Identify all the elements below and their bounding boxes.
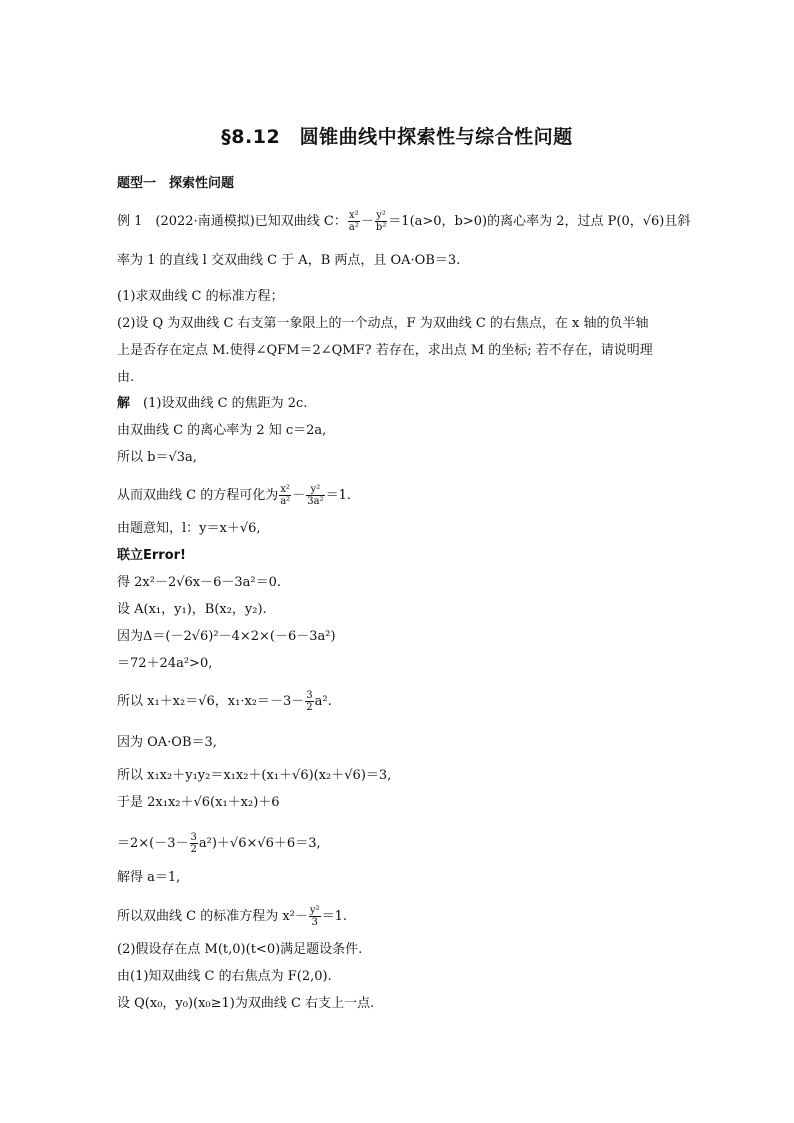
- solution-line-10: ＝72＋24a²>0,: [117, 656, 213, 671]
- fraction-3-2: $\frac{3}{2}$: [190, 832, 197, 855]
- question-2-line-3: 由.: [117, 370, 135, 385]
- solution-line-18: (2)假设存在点 M(t,0)(t<0)满足题设条件.: [117, 942, 363, 957]
- example-line-1: 例 1 (2022·南通模拟)已知双曲线 C： $\frac{\text{x²}}{\text{a²}}$ － $\frac{\text{y²}}{\text{b²}}$ ＝1(a>0，b>0)的离心率为 2，过点 P(0，√6)且斜: [117, 210, 691, 233]
- solution-line-7: 得 2x²－2√6x－6－3a²＝0.: [117, 575, 282, 590]
- solution-line-17: 所以双曲线 C 的标准方程为 x²－ $\frac{\text{y²}}{3}$ ＝1.: [117, 905, 347, 928]
- question-2-line-2: 上是否存在定点 M.使得∠QFM＝2∠QMF? 若存在，求出点 M 的坐标; 若不存在，请说明理: [117, 343, 653, 358]
- fraction-3-2: $\frac{3}{2}$: [306, 690, 313, 713]
- solution-line-2: 由双曲线 C 的离心率为 2 知 c＝2a,: [117, 423, 327, 438]
- fraction-y2-3: $\frac{\text{y²}}{3}$: [309, 905, 320, 928]
- example-label: 例 1: [117, 214, 143, 229]
- solution-line-15: ＝2×(－3－ $\frac{3}{2}$ a²)＋√6×√6＋6＝3,: [117, 832, 321, 855]
- solution-line-8: 设 A(x₁，y₁)，B(x₂，y₂).: [117, 602, 267, 617]
- solution-line-6: 联立Error!: [117, 548, 186, 563]
- fraction-y2-b2: $\frac{\text{y²}}{\text{b²}}$: [375, 210, 387, 233]
- solution-line-16: 解得 a＝1,: [117, 870, 181, 885]
- solution-line-19: 由(1)知双曲线 C 的右焦点为 F(2,0).: [117, 969, 332, 984]
- fraction-y2-3a2: $\frac{\text{y²}}{\text{3a²}}$: [307, 484, 324, 507]
- solution-line-14: 于是 2x₁x₂＋√6(x₁＋x₂)＋6: [117, 795, 280, 810]
- question-2-line-1: (2)设 Q 为双曲线 C 右支第一象限上的一个动点，F 为双曲线 C 的右焦点，在 x 轴的负半轴: [117, 316, 649, 331]
- example-line-2: 率为 1 的直线 l 交双曲线 C 于 A，B 两点，且 OA·OB＝3.: [117, 253, 461, 268]
- solution-line-4: 从而双曲线 C 的方程可化为 $\frac{\text{x²}}{\text{a²}}$ － $\frac{\text{y²}}{\text{3a²}}$ ＝1.: [117, 484, 351, 507]
- solution-line-1: 解 (1)设双曲线 C 的焦距为 2c.: [117, 396, 308, 411]
- solution-line-5: 由题意知，l：y＝x＋√6,: [117, 521, 261, 536]
- question-1: (1)求双曲线 C 的标准方程；: [117, 289, 284, 304]
- solution-line-11: 所以 x₁＋x₂＝√6，x₁·x₂＝－3－ $\frac{3}{2}$ a².: [117, 690, 332, 713]
- solution-line-20: 设 Q(x₀，y₀)(x₀≥1)为双曲线 C 右支上一点.: [117, 996, 375, 1011]
- example-intro-b: ＝1(a>0，b>0)的离心率为 2，过点 P(0，√6)且斜: [388, 214, 691, 229]
- solution-line-9: 因为Δ＝(－2√6)²－4×2×(－6－3a²): [117, 629, 336, 644]
- solution-line-13: 所以 x₁x₂＋y₁y₂＝x₁x₂＋(x₁＋√6)(x₂＋√6)＝3,: [117, 768, 392, 783]
- page-title: §8.12 圆锥曲线中探索性与综合性问题: [221, 126, 573, 148]
- solution-line-12: 因为 OA·OB＝3,: [117, 735, 217, 750]
- fraction-x2-a2: $\frac{\text{x²}}{\text{a²}}$: [348, 210, 359, 233]
- solution-label: 解: [117, 396, 131, 411]
- fraction-x2-a2: $\frac{\text{x²}}{\text{a²}}$: [280, 484, 291, 507]
- example-intro-a: (2022·南通模拟)已知双曲线 C：: [155, 214, 347, 229]
- section-heading: 题型一 探索性问题: [117, 176, 235, 191]
- solution-line-3: 所以 b＝√3a,: [117, 450, 197, 465]
